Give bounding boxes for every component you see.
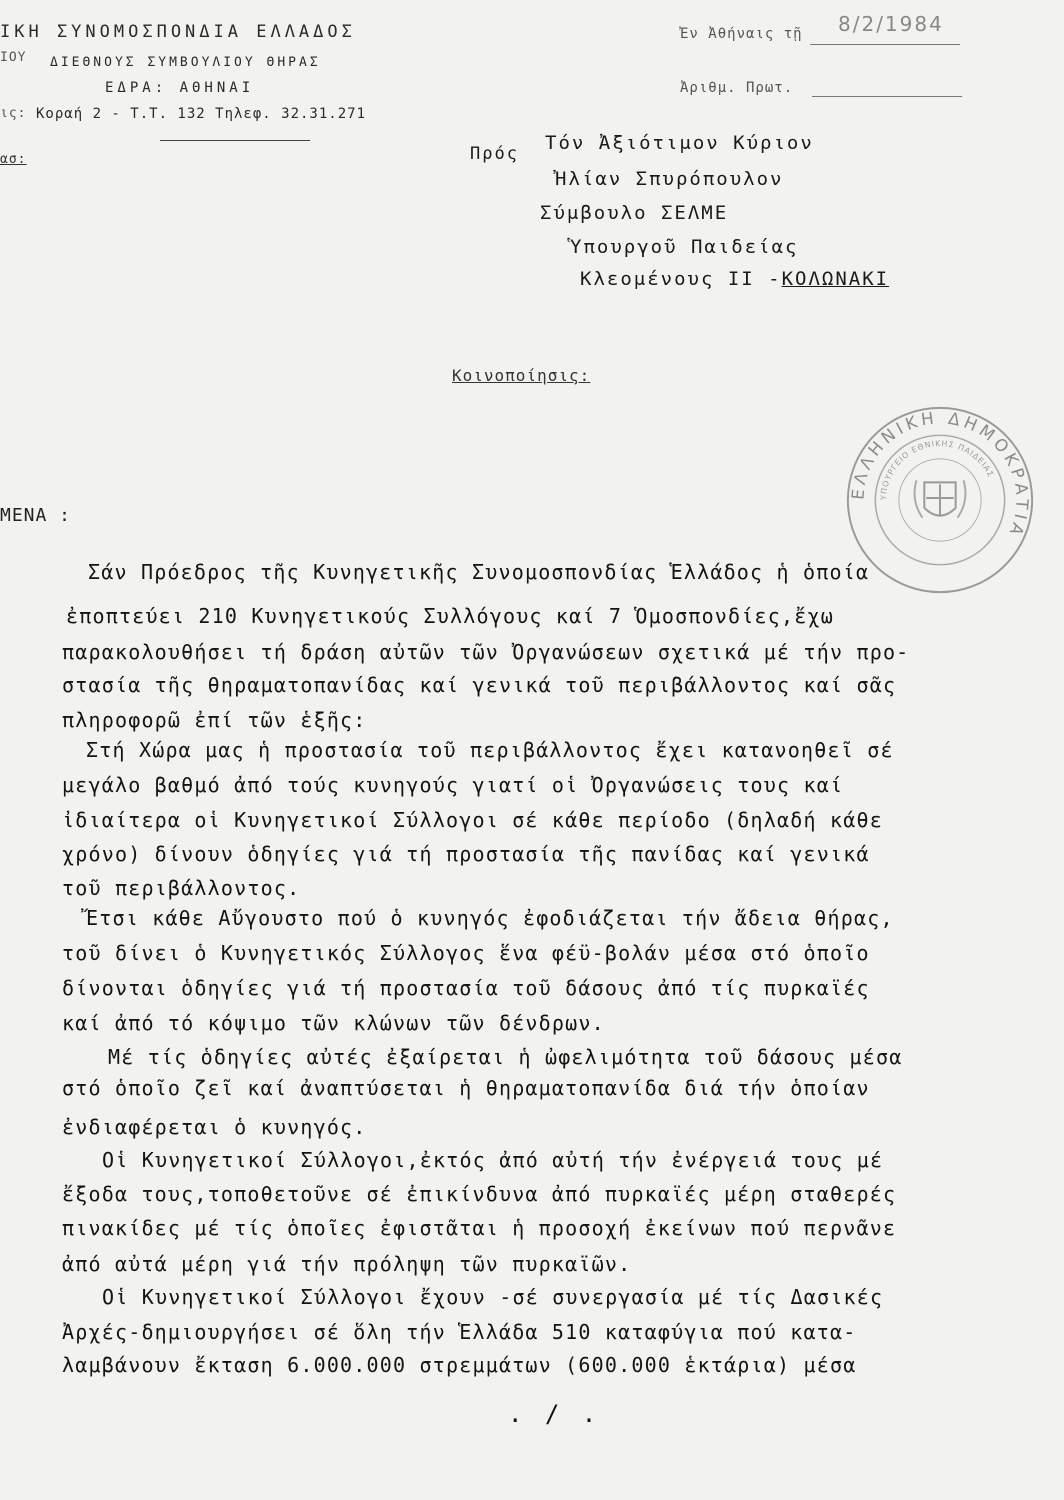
body-line: τοῦ δίνει ὁ Κυνηγετικός Σύλλογος ἕνα φέϋ-βολάν μέσα στό ὁποῖο <box>62 941 870 965</box>
body-line: Ἀρχές-δημιουργήσει σέ ὅλη τήν Ἑλλάδα 510 καταφύγια πού κατα- <box>62 1320 857 1344</box>
recipient-district: ΚΟΛΩΝΑΚΙ <box>781 268 890 290</box>
body-line: χρόνο) δίνουν ὁδηγίες γιά τή προστασία τῆς πανίδας καί γενικά <box>62 842 870 866</box>
attachments-label: ΜΕΝΑ : <box>0 505 72 526</box>
body-line: Οἱ Κυνηγετικοί Σύλλογοι,ἐκτός ἀπό αὐτή τήν ἐνέργειά τους μέ <box>102 1148 884 1172</box>
recipient-pros: Πρός <box>470 144 519 164</box>
body-line: Μέ τίς ὁδηγίες αὐτές ἐξαίρεται ἡ ὠφελιμότητα τοῦ δάσους μέσα <box>108 1045 903 1069</box>
margin-label: ασ: <box>0 152 27 167</box>
body-line: τοῦ περιβάλλοντος. <box>62 876 301 900</box>
letterhead-line-2: ΔΙΕΘΝΟΥΣ ΣΥΜΒΟΥΛΙΟΥ ΘΗΡΑΣ <box>50 55 321 70</box>
page-marker: . / . <box>508 1400 601 1428</box>
letterhead-line-2-prefix: ΙΟΥ <box>0 50 27 65</box>
date-label: Ἐν Ἀθήναις τῇ <box>680 26 803 42</box>
recipient-line-4: Ὑπουργοῦ Παιδείας <box>570 236 799 258</box>
seal-outer-text: ΕΛΛΗΝΙΚΗ ΔΗΜΟΚΡΑΤΙΑ <box>848 408 1032 542</box>
body-line: καί ἀπό τό κόψιμο τῶν κλώνων τῶν δένδρων. <box>62 1011 605 1035</box>
body-line: δίνονται ὁδηγίες γιά τή προστασία τοῦ δάσους ἀπό τίς πυρκαϊές <box>62 976 870 1000</box>
letterhead-line-4: Κοραή 2 - Τ.Τ. 132 Τηλεφ. 32.31.271 <box>36 106 367 122</box>
body-line: Ἔτσι κάθε Αὔγουστο πού ὁ κυνηγός ἐφοδιάζεται τήν ἄδεια θήρας, <box>86 906 894 930</box>
svg-text:ΕΛΛΗΝΙΚΗ ΔΗΜΟΚΡΑΤΙΑ <box>848 408 1032 541</box>
body-line: στό ὁποῖο ζεῖ καί ἀναπτύσεται ἡ θηραματοπανίδα διά τήν ὁποίαν <box>62 1076 870 1100</box>
body-line: πληροφορῶ ἐπί τῶν ἑξῆς: <box>62 708 367 732</box>
body-line: λαμβάνουν ἔκταση 6.000.000 στρεμμάτων (600.000 ἑκτάρια) μέσα <box>62 1353 857 1377</box>
body-line: Στή Χώρα μας ἡ προστασία τοῦ περιβάλλοντος ἔχει κατανοηθεῖ σέ <box>86 738 894 762</box>
letterhead-line-3: ΕΔΡΑ: ΑΘΗΝΑΙ <box>105 80 255 96</box>
body-line: Σάν Πρόεδρος τῆς Κυνηγετικῆς Συνομοσπονδίας Ἑλλάδος ἡ ὁποία <box>88 560 870 584</box>
recipient-line-5 <box>580 268 889 290</box>
protocol-rule <box>812 96 962 97</box>
cc-label: Κοινοποίησις: <box>452 366 591 385</box>
recipient-line-2: Ἠλίαν Σπυρόπουλον <box>555 168 784 190</box>
body-line: ἀπό αὐτά μέρη γιά τήν πρόληψη τῶν πυρκαϊῶν. <box>62 1252 632 1276</box>
seal-inner-text: ΥΠΟΥΡΓΕΙΟ ΕΘΝΙΚΗΣ ΠΑΙΔΕΙΑΣ <box>879 439 996 501</box>
body-line: Οἱ Κυνηγετικοί Σύλλογοι ἔχουν -σέ συνεργασία μέ τίς Δασικές <box>102 1285 884 1309</box>
letterhead-rule <box>160 140 310 141</box>
protocol-label: Ἀριθμ. Πρωτ. <box>680 80 794 96</box>
body-line: ἐνδιαφέρεται ὁ κυνηγός. <box>62 1115 367 1139</box>
body-line: ἰδιαίτερα οἱ Κυνηγετικοί Σύλλογοι σέ κάθε περίοδο (δηλαδή κάθε <box>62 808 883 832</box>
recipient-line-3: Σύμβουλο ΣΕΛΜΕ <box>540 202 729 224</box>
recipient-street: Κλεομένους ΙΙ - <box>580 268 782 290</box>
date-value: 8/2/1984 <box>838 12 944 36</box>
date-rule <box>810 44 960 45</box>
letterhead-line-1: ΙΚΗ ΣΥΝΟΜΟΣΠΟΝΔΙΑ ΕΛΛΑΔΟΣ <box>0 22 356 42</box>
official-seal <box>842 402 1038 598</box>
coat-of-arms-icon <box>915 480 966 517</box>
letterhead-line-4-prefix: ις: <box>0 106 27 121</box>
body-line: μεγάλο βαθμό ἀπό τούς κυνηγούς γιατί οἱ Ὀργανώσεις τους καί <box>62 773 844 797</box>
body-line: πινακίδες μέ τίς ὁποῖες ἐφιστᾶται ἡ προσοχή ἐκείνων πού περνᾶνε <box>62 1216 897 1240</box>
recipient-line-1: Τόν Ἀξιότιμον Κύριον <box>545 132 814 154</box>
body-line: ἔξοδα τους,τοποθετοῦνε σέ ἐπικίνδυνα ἀπό πυρκαϊές μέρη σταθερές <box>62 1182 897 1206</box>
body-line: ἐποπτεύει 210 Κυνηγετικούς Συλλόγους καί 7 Ὁμοσπονδίες,ἔχω <box>66 604 834 628</box>
body-line: στασία τῆς θηραματοπανίδας καί γενικά τοῦ περιβάλλοντος καί σᾶς <box>62 673 897 697</box>
body-line: παρακολουθήσει τή δράση αὐτῶν τῶν Ὀργανώσεων σχετικά μέ τήν προ- <box>62 640 910 664</box>
